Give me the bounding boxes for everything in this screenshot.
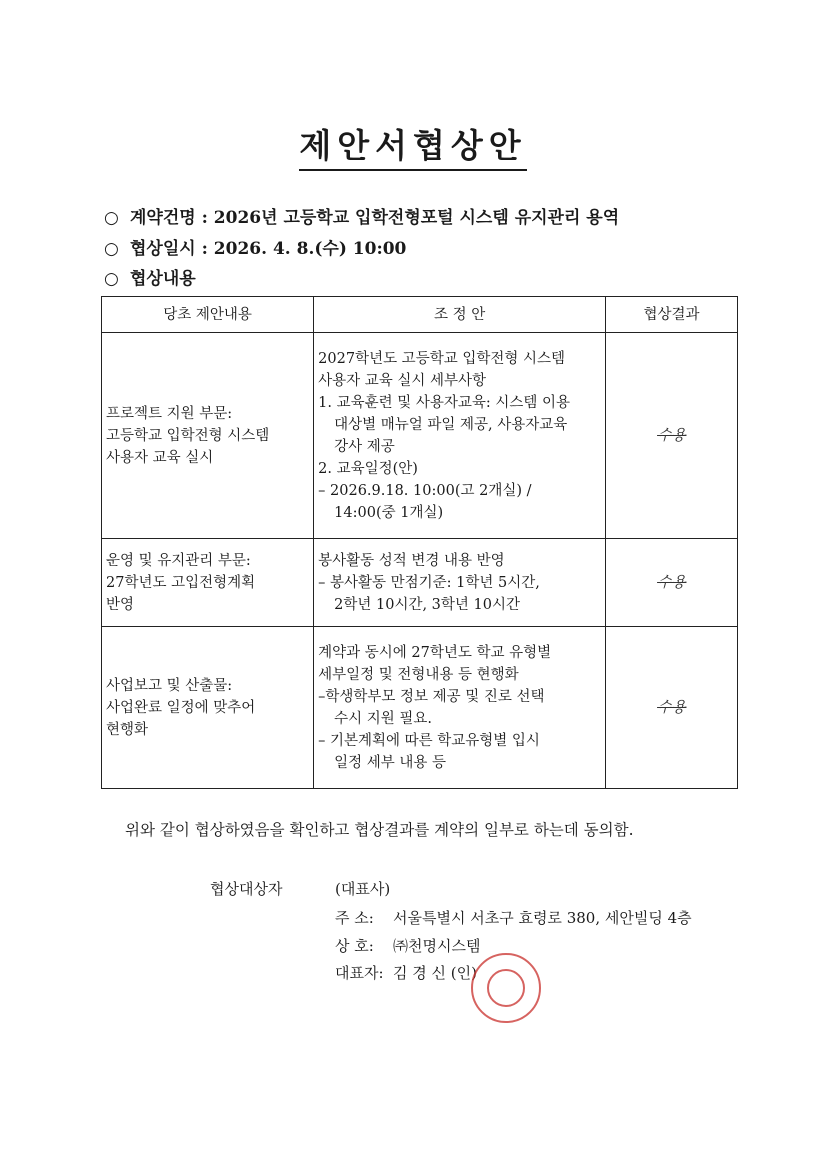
header-original: 당초 제안내용: [102, 297, 314, 333]
company-value: ㈜천명시스템: [393, 937, 481, 955]
bullet-icon: ○: [104, 269, 119, 289]
negotiation-content-text: 협상내용: [130, 269, 196, 289]
adjustment-line: 강사 제공: [334, 438, 395, 455]
result-cell: [606, 333, 738, 539]
result-text: 수용: [657, 698, 687, 716]
adjustment-line: 세부일정 및 전형내용 등 현행화: [318, 666, 519, 683]
adjustment-line: 1. 교육훈련 및 사용자교육: 시스템 이용: [318, 394, 571, 411]
original-line: 반영: [106, 596, 135, 613]
original-cell: [102, 627, 314, 789]
document-title: [0, 120, 826, 171]
ceo-line: [335, 962, 477, 983]
result-text: 수용: [657, 573, 687, 591]
table-row: [102, 627, 738, 789]
ceo-key: 대표자:: [335, 964, 384, 982]
adjustment-line: – 2026.9.18. 10:00(고 2개실) /: [318, 482, 532, 499]
negotiation-content-line: [104, 264, 196, 289]
representative-label: (대표사): [335, 880, 391, 898]
adjustment-line: 2학년 10시간, 3학년 10시간: [334, 596, 521, 613]
adjustment-cell: [314, 627, 606, 789]
original-line: 프로젝트 지원 부문:: [106, 405, 233, 422]
table-row: [102, 333, 738, 539]
original-line: 운영 및 유지관리 부문:: [106, 552, 251, 569]
result-cell: [606, 539, 738, 627]
adjustment-cell: [314, 333, 606, 539]
adjustment-line: 수시 지원 필요.: [334, 710, 433, 727]
original-line: 사업완료 일정에 맞추어: [106, 699, 256, 716]
ceo-value: 김 경 신 (인): [393, 964, 477, 982]
table-header-row: [102, 297, 738, 333]
adjustment-line: 계약과 동시에 27학년도 학교 유형별: [318, 644, 552, 661]
header-adjustment: 조 정 안: [314, 297, 606, 333]
agreement-statement: 위와 같이 협상하였음을 확인하고 협상결과를 계약의 일부로 하는데 동의함.: [125, 821, 634, 839]
adjustment-line: 2027학년도 고등학교 입학전형 시스템: [318, 350, 565, 367]
adjustment-line: 일정 세부 내용 등: [334, 754, 447, 771]
negotiation-date-text: 협상일시 : 2026. 4. 8.(수) 10:00: [130, 239, 407, 259]
original-line: 27학년도 고입전형계획: [106, 574, 256, 591]
bullet-icon: ○: [104, 239, 119, 259]
original-line: 고등학교 입학전형 시스템: [106, 427, 270, 444]
company-key: 상 호:: [335, 937, 374, 955]
table-row: [102, 539, 738, 627]
adjustment-line: 대상별 매뉴얼 파일 제공, 사용자교육: [334, 416, 568, 433]
address-key: 주 소:: [335, 909, 374, 927]
party-label: 협상대상자: [210, 880, 283, 898]
adjustment-line: 14:00(중 1개실): [334, 504, 444, 521]
adjustment-line: 2. 교육일정(안): [318, 460, 418, 477]
contract-name-text: 계약건명 : 2026년 고등학교 입학전형포털 시스템 유지관리 용역: [130, 208, 620, 228]
company-line: [335, 935, 480, 956]
address-value: 서울특별시 서초구 효령로 380, 세안빌딩 4층: [393, 909, 692, 927]
adjustment-line: – 봉사활동 만점기준: 1학년 5시간,: [318, 574, 540, 591]
original-line: 현행화: [106, 721, 149, 738]
adjustment-line: – 기본계획에 따른 학교유형별 입시: [318, 732, 540, 749]
result-text: 수용: [657, 426, 687, 444]
original-line: 사업보고 및 산출물:: [106, 677, 233, 694]
seal-inner-ring: [487, 969, 525, 1007]
header-result: 협상결과: [606, 297, 738, 333]
adjustment-cell: [314, 539, 606, 627]
adjustment-line: –학생학부모 정보 제공 및 진로 선택: [318, 688, 545, 705]
original-cell: [102, 333, 314, 539]
original-line: 사용자 교육 실시: [106, 449, 214, 466]
title-text: 제안서협상안: [299, 120, 526, 171]
address-line: [335, 907, 692, 928]
negotiation-table: [101, 296, 738, 789]
negotiation-date-line: [104, 234, 406, 259]
adjustment-line: 봉사활동 성적 변경 내용 반영: [318, 552, 505, 569]
adjustment-line: 사용자 교육 실시 세부사항: [318, 372, 487, 389]
company-seal-icon: [471, 953, 541, 1023]
contract-name-line: [104, 203, 619, 228]
bullet-icon: ○: [104, 208, 119, 228]
original-cell: [102, 539, 314, 627]
result-cell: [606, 627, 738, 789]
